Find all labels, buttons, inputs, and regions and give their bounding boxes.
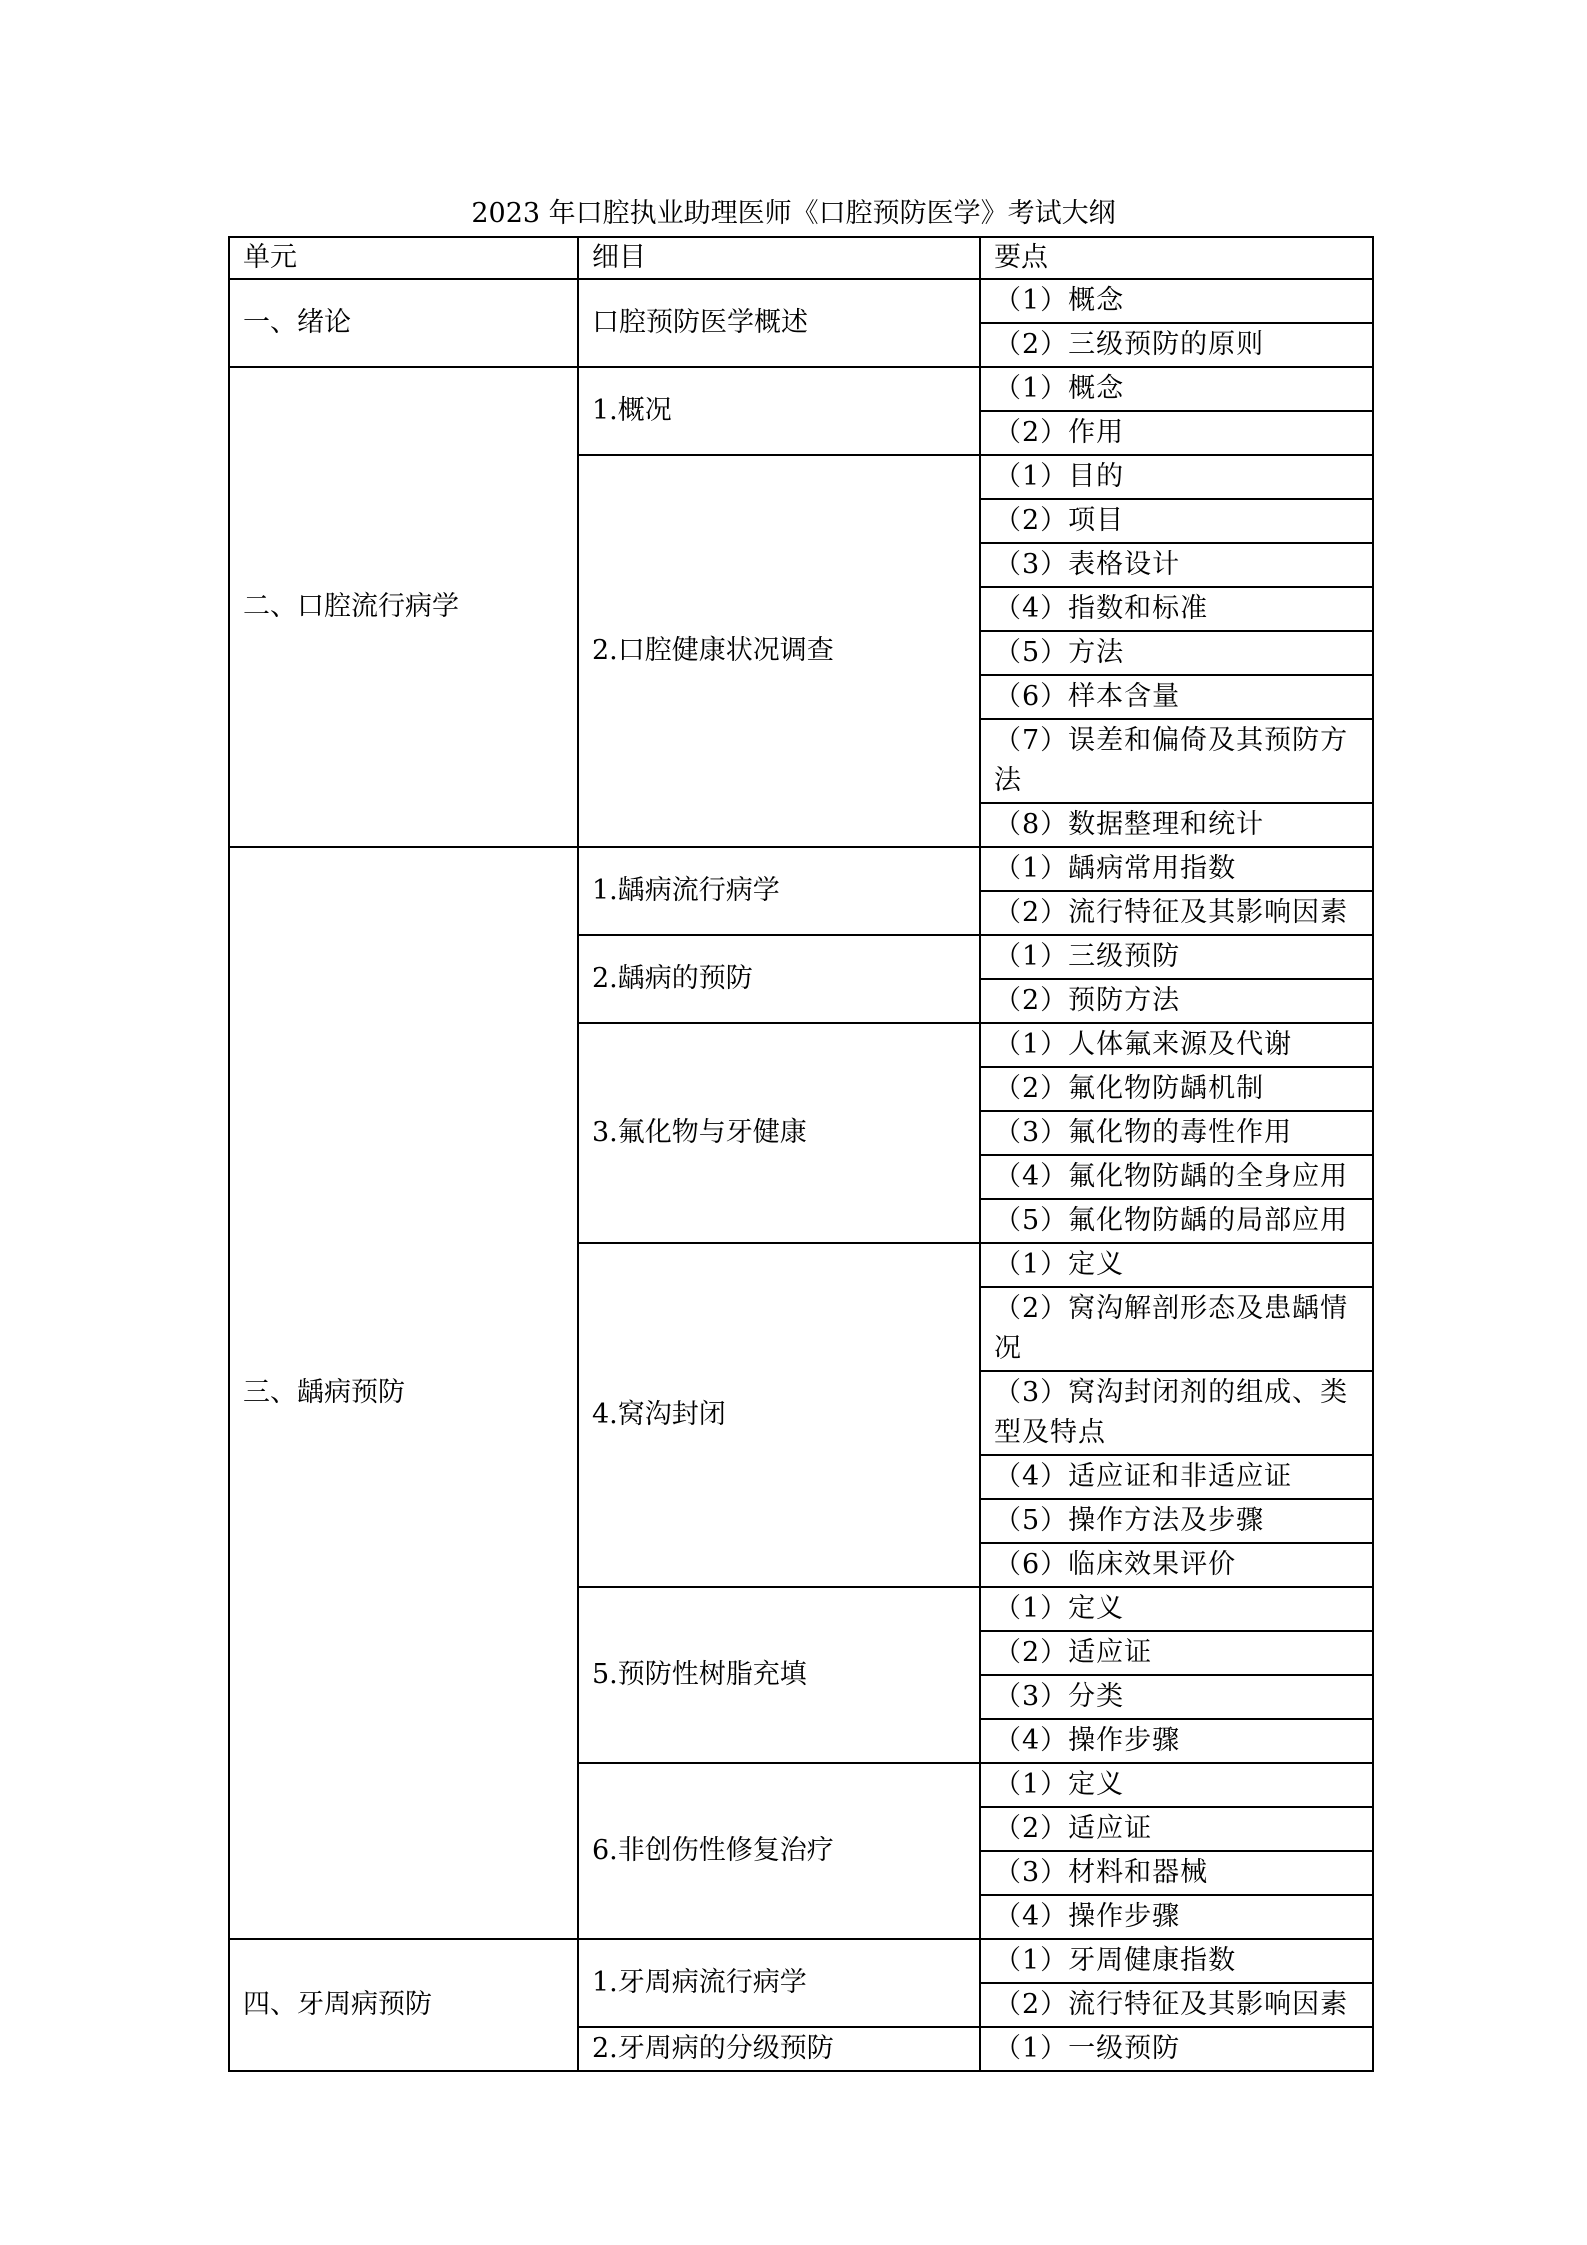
- point-cell: （5）操作方法及步骤: [980, 1499, 1373, 1543]
- point-cell: （4）操作步骤: [980, 1895, 1373, 1939]
- detail-cell: 1.龋病流行病学: [578, 847, 980, 935]
- point-cell: （1）定义: [980, 1587, 1373, 1631]
- point-cell: （2）项目: [980, 499, 1373, 543]
- detail-cell: 2.口腔健康状况调查: [578, 455, 980, 847]
- table-row: [229, 847, 1373, 891]
- table-row: [229, 1939, 1373, 1983]
- point-cell: （3）表格设计: [980, 543, 1373, 587]
- point-cell: （2）流行特征及其影响因素: [980, 1983, 1373, 2027]
- document-title: 2023 年口腔执业助理医师《口腔预防医学》考试大纲: [471, 198, 1116, 229]
- point-cell: （2）预防方法: [980, 979, 1373, 1023]
- outline-table: [228, 236, 1374, 2072]
- point-cell: （3）分类: [980, 1675, 1373, 1719]
- header-point: 要点: [980, 237, 1373, 279]
- point-cell: （4）氟化物防龋的全身应用: [980, 1155, 1373, 1199]
- point-cell: （6）样本含量: [980, 675, 1373, 719]
- point-cell: （1）三级预防: [980, 935, 1373, 979]
- header-unit: 单元: [229, 237, 578, 279]
- unit-cell: 四、牙周病预防: [229, 1939, 578, 2071]
- point-cell: （1）定义: [980, 1243, 1373, 1287]
- point-cell: （2）窝沟解剖形态及患龋情况: [980, 1287, 1373, 1371]
- table-row: [229, 367, 1373, 411]
- point-cell: （3）氟化物的毒性作用: [980, 1111, 1373, 1155]
- point-cell: （2）三级预防的原则: [980, 323, 1373, 367]
- point-cell: （4）适应证和非适应证: [980, 1455, 1373, 1499]
- detail-cell: 6.非创伤性修复治疗: [578, 1763, 980, 1939]
- detail-cell: 1.概况: [578, 367, 980, 455]
- point-cell: （7）误差和偏倚及其预防方法: [980, 719, 1373, 803]
- point-cell: （1）龋病常用指数: [980, 847, 1373, 891]
- header-row: [229, 237, 1373, 279]
- point-cell: （4）指数和标准: [980, 587, 1373, 631]
- point-cell: （1）人体氟来源及代谢: [980, 1023, 1373, 1067]
- point-cell: （1）定义: [980, 1763, 1373, 1807]
- point-cell: （1）牙周健康指数: [980, 1939, 1373, 1983]
- point-cell: （1）概念: [980, 279, 1373, 323]
- point-cell: （6）临床效果评价: [980, 1543, 1373, 1587]
- point-cell: （5）方法: [980, 631, 1373, 675]
- unit-cell: 一、绪论: [229, 279, 578, 367]
- point-cell: （3）窝沟封闭剂的组成、类型及特点: [980, 1371, 1373, 1455]
- point-cell: （2）适应证: [980, 1631, 1373, 1675]
- detail-cell: 口腔预防医学概述: [578, 279, 980, 367]
- detail-cell: 2.龋病的预防: [578, 935, 980, 1023]
- unit-cell: 三、龋病预防: [229, 847, 578, 1939]
- point-cell: （1）一级预防: [980, 2027, 1373, 2071]
- point-cell: （1）目的: [980, 455, 1373, 499]
- point-cell: （3）材料和器械: [980, 1851, 1373, 1895]
- outline-body: [229, 279, 1373, 2071]
- detail-cell: 1.牙周病流行病学: [578, 1939, 980, 2027]
- detail-cell: 5.预防性树脂充填: [578, 1587, 980, 1763]
- unit-cell: 二、口腔流行病学: [229, 367, 578, 847]
- point-cell: （8）数据整理和统计: [980, 803, 1373, 847]
- point-cell: （2）流行特征及其影响因素: [980, 891, 1373, 935]
- point-cell: （5）氟化物防龋的局部应用: [980, 1199, 1373, 1243]
- detail-cell: 2.牙周病的分级预防: [578, 2027, 980, 2071]
- detail-cell: 3.氟化物与牙健康: [578, 1023, 980, 1243]
- point-cell: （1）概念: [980, 367, 1373, 411]
- detail-cell: 4.窝沟封闭: [578, 1243, 980, 1587]
- point-cell: （2）适应证: [980, 1807, 1373, 1851]
- table-row: [229, 279, 1373, 323]
- point-cell: （2）作用: [980, 411, 1373, 455]
- point-cell: （2）氟化物防龋机制: [980, 1067, 1373, 1111]
- point-cell: （4）操作步骤: [980, 1719, 1373, 1763]
- header-detail: 细目: [578, 237, 980, 279]
